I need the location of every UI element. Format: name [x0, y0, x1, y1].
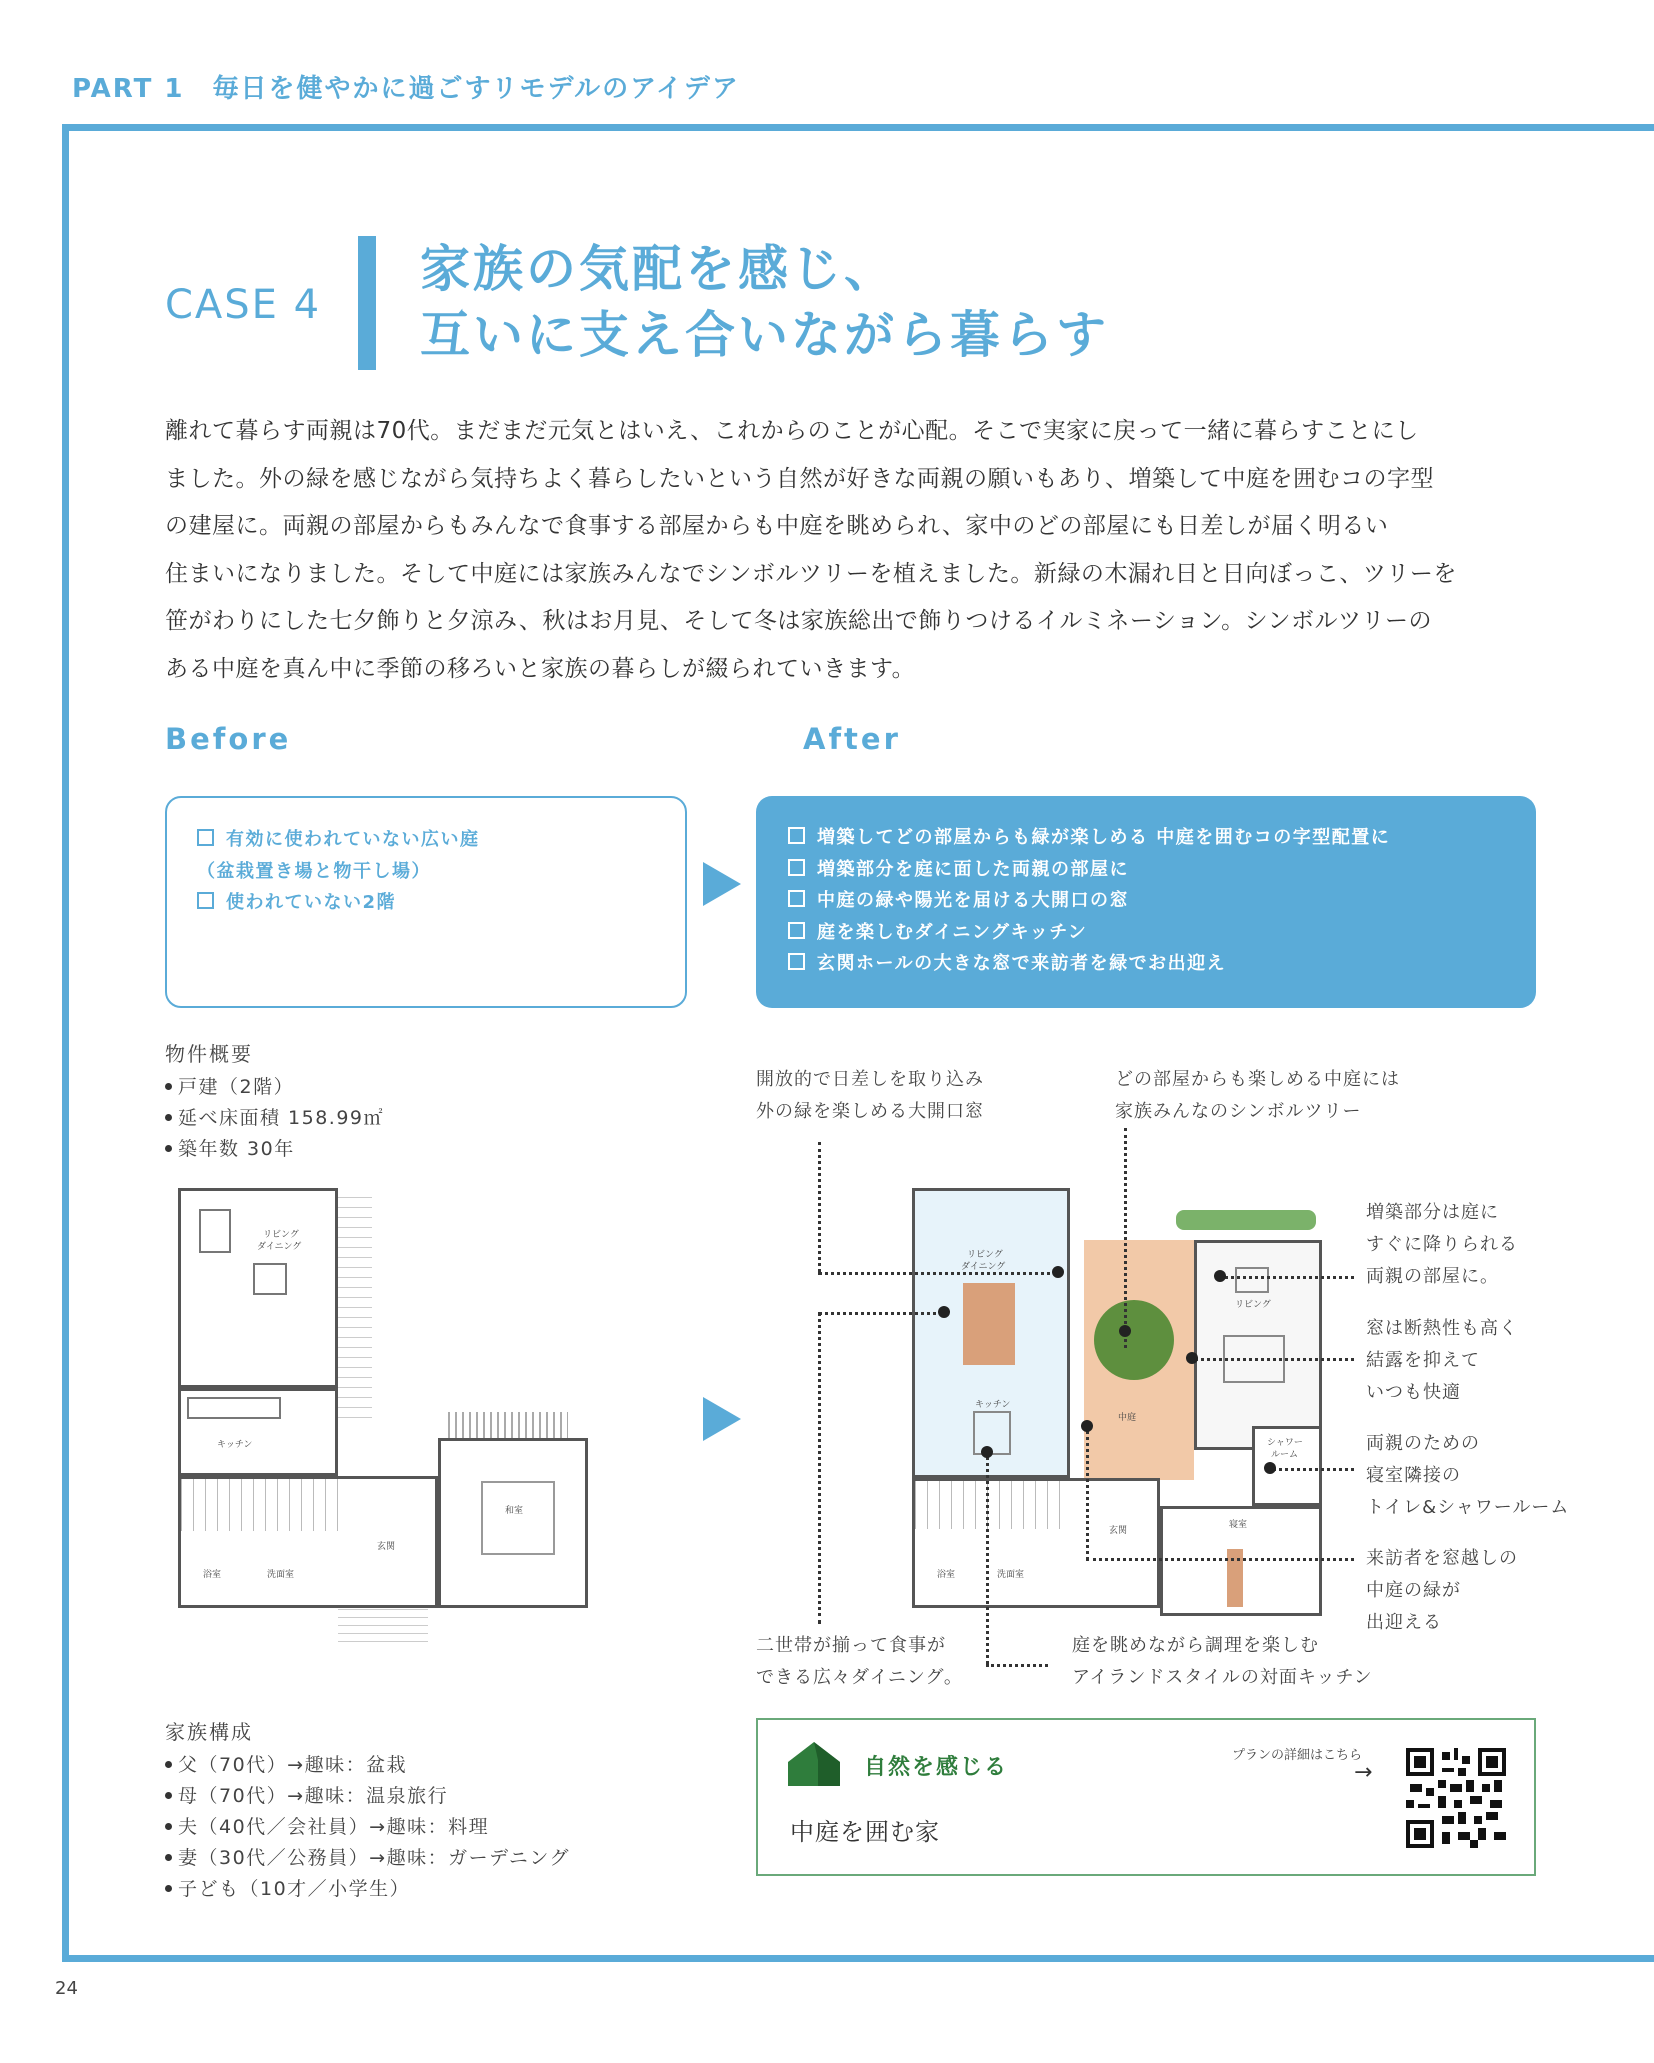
leader-line: [1190, 1358, 1354, 1361]
property-item: 築年数 30年: [165, 1134, 384, 1165]
intro-line: 住まいになりました。そして中庭には家族みんなでシンボルツリーを植えました。新緑の木漏れ日と日向ぼっこ、ツリーを: [165, 560, 1457, 587]
property-item: 延べ床面積 158.99㎡: [165, 1103, 384, 1134]
before-label: Before: [165, 722, 292, 756]
case-title-line2: 互いに支え合いながら暮らす: [420, 306, 1109, 364]
before-box: [165, 796, 687, 1008]
arrow-right-icon: [703, 862, 741, 906]
hedge: [1176, 1210, 1316, 1230]
checkbox-icon: [788, 827, 805, 844]
property-list: [165, 1072, 384, 1165]
annotation-parents-room: 増築部分は庭に すぐに降りられる 両親の部屋に。: [1366, 1202, 1518, 1287]
annotation-window: 開放的で日差しを取り込み 外の緑を楽しめる大開口窓: [756, 1069, 984, 1122]
after-item: 中庭の緑や陽光を届ける大開口の窓: [788, 885, 1504, 917]
leader-dot: [1119, 1325, 1131, 1337]
after-label: After: [803, 722, 901, 756]
family-heading: 家族構成: [165, 1720, 253, 1744]
annotation-kitchen: 庭を眺めながら調理を楽しむ アイランドスタイルの対面キッチン: [1072, 1635, 1373, 1688]
case-label: CASE 4: [165, 282, 322, 328]
symbol-tree-icon: [1094, 1300, 1174, 1380]
leader-line: [1086, 1426, 1089, 1560]
feature-name: 中庭を囲む家: [790, 1818, 940, 1846]
leader-line: [986, 1450, 989, 1664]
plan-courtyard: 中庭: [1084, 1240, 1194, 1480]
intro-line: の建屋に。両親の部屋からもみんなで食事する部屋からも中庭を眺められ、家中のどの部屋にも日差しが届く明るい: [165, 513, 1389, 539]
after-item: 庭を楽しむダイニングキッチン: [788, 917, 1504, 949]
family-item: 母（70代）→趣味：温泉旅行: [165, 1781, 570, 1812]
leader-line: [1268, 1468, 1354, 1471]
leader-dot: [1214, 1270, 1226, 1282]
checkbox-icon: [788, 953, 805, 970]
qr-code[interactable]: [1406, 1748, 1506, 1848]
family-item: 父（70代）→趣味：盆栽: [165, 1750, 570, 1781]
leader-line: [818, 1142, 821, 1272]
plan-room-living: リビング ダイニング: [178, 1188, 338, 1388]
feature-box: [756, 1718, 1536, 1876]
plan-room-washitsu: 和室: [438, 1438, 588, 1608]
title-accent-bar: [358, 236, 376, 370]
leader-dot: [1264, 1462, 1276, 1474]
leader-dot: [938, 1306, 950, 1318]
intro-line: 離れて暮らす両親は70代。まだまだ元気とはいえ、これからのことが心配。そこで実家に戻って一緒に暮らすことにし: [165, 418, 1419, 444]
house-icon: [788, 1742, 840, 1786]
checkbox-icon: [197, 829, 214, 846]
plan-room-kitchen: キッチン: [178, 1388, 338, 1476]
leader-line: [818, 1312, 821, 1624]
plan-room-shower: シャワー ルーム: [1252, 1426, 1322, 1506]
after-item: 増築してどの部屋からも緑が楽しめる 中庭を囲むコの字型配置に: [788, 822, 1504, 854]
checkbox-icon: [197, 892, 214, 909]
before-item: 有効に使われていない広い庭: [197, 824, 655, 856]
fence: [448, 1412, 568, 1438]
annotation-shower: 両親のための 寝室隣接の トイレ&シャワールーム: [1366, 1433, 1570, 1518]
feature-category: 自然を感じる: [864, 1755, 1009, 1780]
before-item-cont: （盆栽置き場と物干し場）: [197, 860, 431, 882]
leader-line: [986, 1664, 1048, 1667]
leader-dot: [1186, 1352, 1198, 1364]
page-number: 24: [55, 1978, 78, 1999]
leader-dot: [1052, 1266, 1064, 1278]
before-item: 使われていない2階: [197, 887, 655, 919]
leader-dot: [981, 1446, 993, 1458]
plan-room-bottom: 浴室 洗面室 玄関: [912, 1478, 1160, 1608]
after-floor-plan: [912, 1188, 1322, 1628]
annotation-courtyard: どの部屋からも楽しめる中庭には 家族みんなのシンボルツリー: [1115, 1069, 1400, 1122]
family-item: 夫（40代／会社員）→趣味：料理: [165, 1812, 570, 1843]
leader-dot: [1081, 1420, 1093, 1432]
leader-line: [1124, 1128, 1127, 1348]
plan-room-parents: リビング: [1194, 1240, 1322, 1450]
arrow-right-icon: →: [1354, 1760, 1373, 1785]
intro-paragraph: [165, 408, 1505, 693]
annotation-entrance: 来訪者を窓越しの 中庭の緑が 出迎える: [1366, 1548, 1518, 1633]
part-header: PART 1 毎日を健やかに過ごすリモデルのアイデア: [72, 74, 740, 104]
annotation-dining: 二世帯が揃って食事が できる広々ダイニング。: [756, 1635, 963, 1688]
case-title: [420, 236, 1109, 368]
qr-caption: プランの詳細はこちら: [1232, 1748, 1363, 1763]
checkbox-icon: [788, 859, 805, 876]
case-title-line1: 家族の気配を感じ、: [420, 240, 897, 298]
plan-room-living-dining: リビング ダイニング キッチン: [912, 1188, 1070, 1478]
family-list: [165, 1750, 570, 1905]
family-item: 妻（30代／公務員）→趣味：ガーデニング: [165, 1843, 570, 1874]
checkbox-icon: [788, 890, 805, 907]
plan-room-bottom: 浴室 洗面室 玄関: [178, 1476, 438, 1608]
stairs: [338, 1188, 372, 1418]
after-box: [756, 796, 1536, 1008]
family-item: 子ども（10才／小学生）: [165, 1874, 570, 1905]
arrow-right-icon: [703, 1397, 741, 1441]
after-item: 増築部分を庭に面した両親の部屋に: [788, 854, 1504, 886]
leader-line: [818, 1312, 944, 1315]
leader-line: [1086, 1558, 1354, 1561]
property-item: 戸建（2階）: [165, 1072, 384, 1103]
entrance-steps: [338, 1608, 428, 1642]
intro-line: 笹がわりにした七夕飾りと夕涼み、秋はお月見、そして冬は家族総出で飾りつけるイルミネーション。シンボルツリーの: [165, 608, 1433, 634]
checkbox-icon: [788, 922, 805, 939]
leader-line: [1218, 1276, 1354, 1279]
after-item: 玄関ホールの大きな窓で来訪者を緑でお出迎え: [788, 948, 1504, 980]
plan-room-bedroom: 寝室: [1160, 1506, 1322, 1616]
intro-line: ました。外の緑を感じながら気持ちよく暮らしたいという自然が好きな両親の願いもあり、増築して中庭を囲むコの字型: [165, 465, 1434, 492]
before-floor-plan: [178, 1188, 598, 1658]
intro-line: ある中庭を真ん中に季節の移ろいと家族の暮らしが綴られていきます。: [165, 655, 916, 682]
leader-line: [818, 1272, 1058, 1275]
annotation-insulation: 窓は断熱性も高く 結露を抑えて いつも快適: [1366, 1318, 1518, 1403]
property-heading: 物件概要: [165, 1042, 253, 1066]
